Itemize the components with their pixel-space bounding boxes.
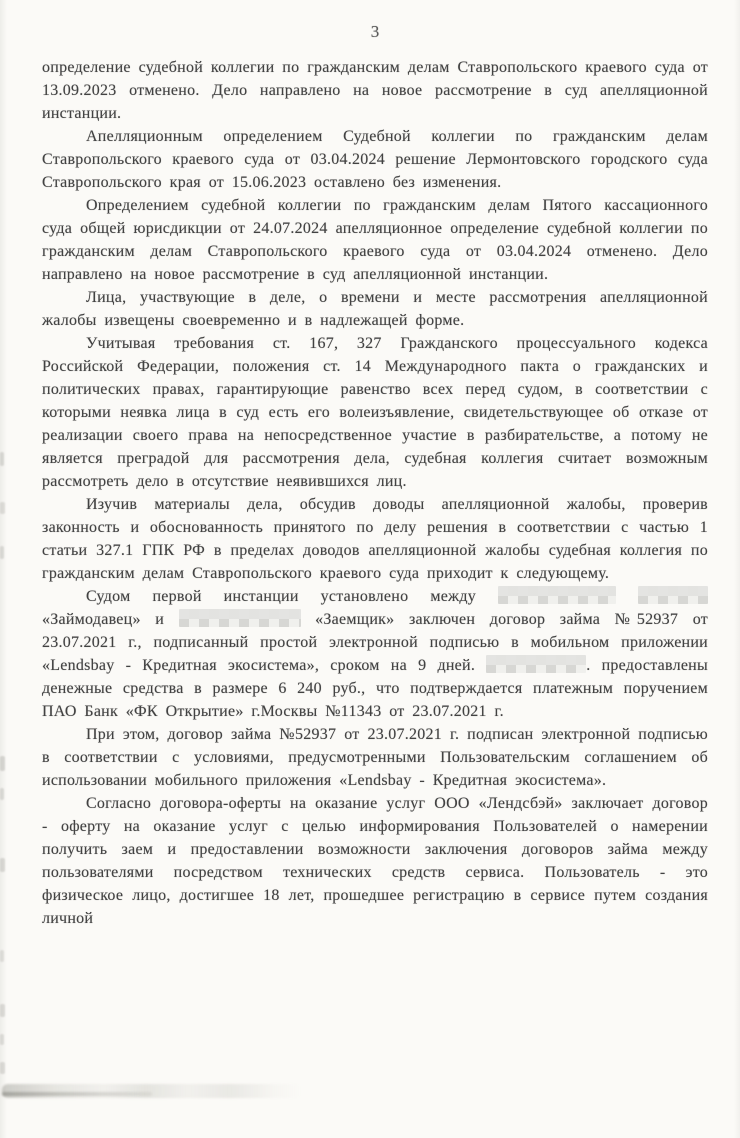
- paragraph-text-segment: «Заемщик» заключен договор займа №52937 от 23.07.2021 г., подписанный простой электронной подписью в мобильном приложении «Lendsbay - Кредитная экосистема», сроком на 9 дней.: [42, 611, 708, 674]
- paragraph-offer-agreement: [42, 792, 708, 930]
- paragraph-text: Согласно договора-оферты на оказание услуг ООО «Лендсбэй» заключает договор - оферту на оказание услуг с целью информирования Пользователей о намерении получить заем и предоставлении возможности заключения договоров займа между пользователями посредством технических средств сервиса. Пользователь - это физическое лицо, достигшее 18 лет, прошедшее регистрацию в сервисе путем создания личной: [42, 795, 708, 927]
- redacted-lender-name-block: [498, 586, 616, 604]
- paragraph-text: Определением судебной коллегии по гражданским делам Пятого кассационного суда общей юрисдикции от 24.07.2024 апелляционное определение судебной коллегии по гражданским делам Ставропольского краевого суда от 03.04.2024 отменено. Дело направлено на новое рассмотрение в суд апелляционной инстанции.: [42, 197, 708, 283]
- paragraph-text-segment: Судом первой инстанции установлено между: [86, 588, 476, 605]
- page-number: 3: [370, 22, 380, 41]
- redacted-lender-initials-block: [638, 586, 708, 604]
- paragraph-text: Лица, участвующие в деле, о времени и месте рассмотрения апелляционной жалобы извещены своевременно и в надлежащей форме.: [42, 289, 708, 329]
- paragraph-review-scope: [42, 493, 708, 585]
- paragraph-text-segment: . предоставлены денежные средства в размере 6 240 руб., что подтверждается платежным поручением ПАО Банк «ФК Открытие» г.Москвы №11343 от 23.07.2021 г.: [42, 657, 708, 720]
- paragraph-loan-facts: [42, 585, 708, 723]
- paragraph-cassation-result-prev: [42, 56, 708, 125]
- paragraph-text: Апелляционным определением Судебной коллегии по гражданским делам Ставропольского краевого суда от 03.04.2024 решение Лермонтовского городского суда Ставропольского края от 15.06.2023 оставлено без изменения.: [42, 128, 708, 191]
- paragraph-cassation-ruling: [42, 194, 708, 286]
- paragraph-appellate-ruling: [42, 125, 708, 194]
- document-body: [42, 56, 708, 930]
- paragraph-text-segment: «Займодавец» и: [42, 611, 165, 628]
- paragraph-text: определение судебной коллегии по гражданским делам Ставропольского краевого суда от 13.09.2023 отменено. Дело направлено на новое рассмотрение в суд апелляционной инстанции.: [42, 59, 708, 122]
- paragraph-text: При этом, договор займа №52937 от 23.07.2021 г. подписан электронной подписью в соответствии с условиями, предусмотренными Пользовательским соглашением об использовании мобильного приложения «Lendsbay - Кредитная экосистема».: [42, 726, 708, 789]
- redacted-borrower-name-block: [179, 609, 301, 627]
- redacted-person-name-block: [486, 655, 586, 673]
- paragraph-signature-terms: [42, 723, 708, 792]
- paragraph-text: Изучив материалы дела, обсудив доводы апелляционной жалобы, проверив законность и обоснованность принятого по делу решения в соответствии с частью 1 статьи 327.1 ГПК РФ в пределах доводов апелляционной жалобы судебная коллегия по гражданским делам Ставропольского краевого суда приходит к следующему.: [42, 496, 708, 582]
- paragraph-text: Учитывая требования ст. 167, 327 Гражданского процессуального кодекса Российской Федерации, положения ст. 14 Международного пакта о гражданских и политических правах, гарантирующие равенство всех перед судом, в соответствии с которыми неявка лица в суд есть его волеизъявление, свидетельствующее об отказе от реализации своего права на непосредственное участие в разбирательстве, а потому не является преградой для рассмотрения дела, судебная коллегия считает возможным рассмотреть дело в отсутствие неявившихся лиц.: [42, 335, 708, 490]
- paragraph-parties-notified: [42, 286, 708, 332]
- paragraph-absence-consideration: [42, 332, 708, 493]
